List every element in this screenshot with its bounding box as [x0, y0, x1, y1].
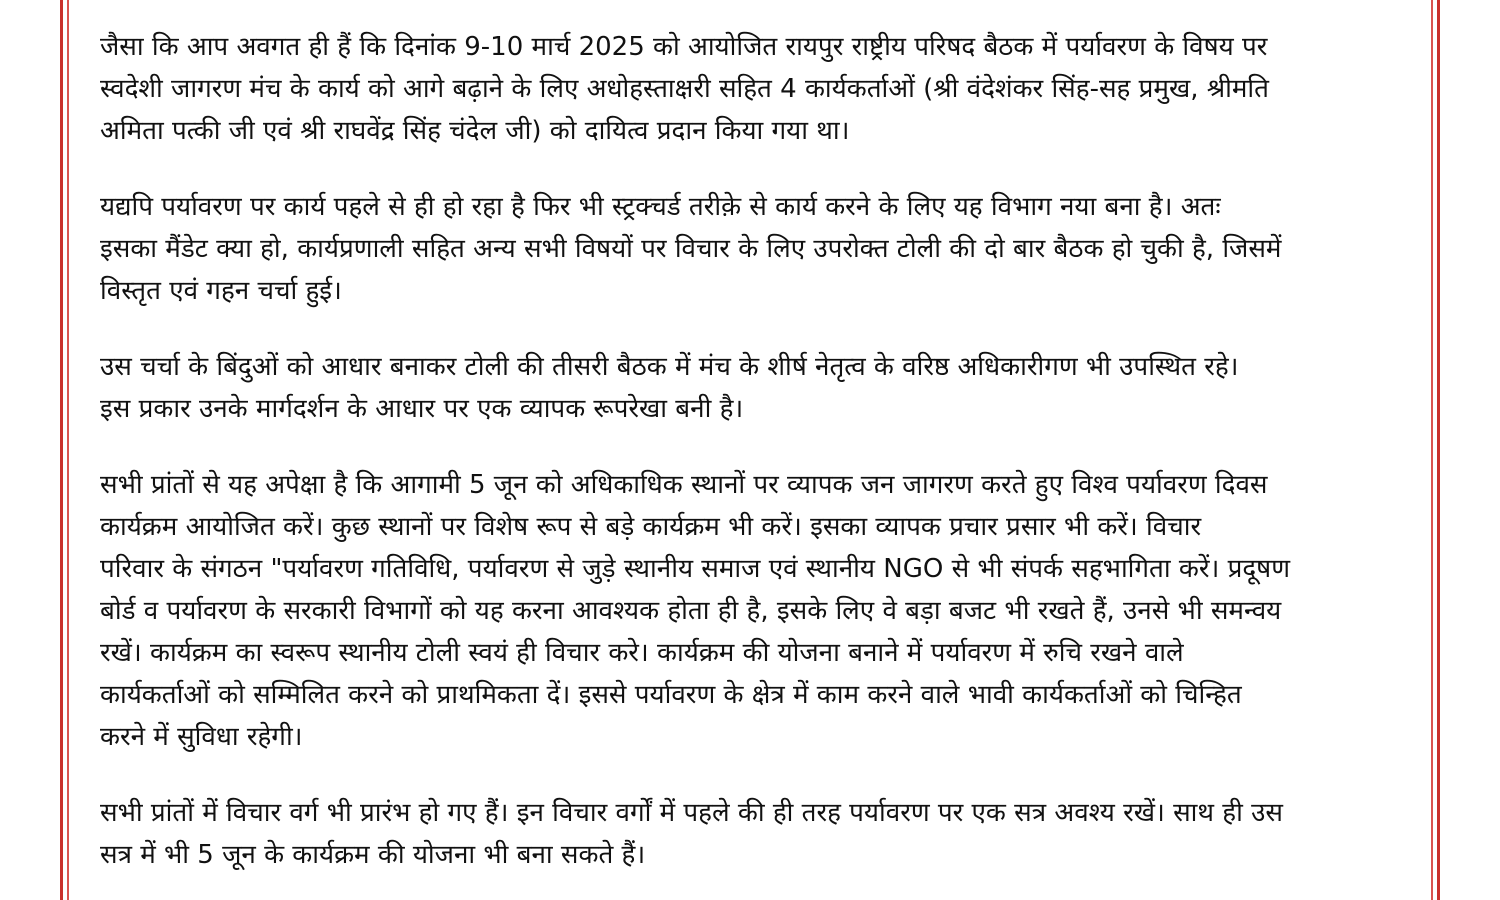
paragraph-vibhag	[100, 186, 1395, 312]
letter-body	[100, 26, 1395, 900]
text-line: बोर्ड व पर्यावरण के सरकारी विभागों को यह करना आवश्यक होता ही है, इसके लिए वे बड़ा बजट भी रखते हैं, उनसे भी समन्वय	[100, 596, 1282, 626]
right-border-outer	[1437, 0, 1440, 900]
text-line: जैसा कि आप अवगत ही हैं कि दिनांक 9-10 मार्च 2025 को आयोजित रायपुर राष्ट्रीय परिषद बैठक में पर्यावरण के विषय पर	[100, 32, 1268, 62]
paragraph-dayitva	[100, 26, 1395, 152]
text-line: रखें। कार्यक्रम का स्वरूप स्थानीय टोली स्वयं ही विचार करे। कार्यक्रम की योजना बनाने में पर्यावरण में रुचि रखने वाले	[100, 638, 1184, 668]
left-border-outer	[60, 0, 63, 900]
text-line: अमिता पत्की जी एवं श्री राघवेंद्र सिंह चंदेल जी) को दायित्व प्रदान किया गया था।	[100, 116, 850, 146]
text-line: सत्र में भी 5 जून के कार्यक्रम की योजना भी बना सकते हैं।	[100, 840, 646, 870]
left-border-inner	[67, 0, 69, 900]
text-line: कार्यक्रम आयोजित करें। कुछ स्थानों पर विशेष रूप से बड़े कार्यक्रम भी करें। इसका व्यापक प्रचार प्रसार भी करें। विचार	[100, 512, 1202, 542]
text-line: उस चर्चा के बिंदुओं को आधार बनाकर टोली की तीसरी बैठक में मंच के शीर्ष नेतृत्व के वरिष्ठ अधिकारीगण भी उपस्थित रहे।	[100, 352, 1239, 382]
paragraph-roopresha	[100, 346, 1395, 430]
text-line: सभी प्रांतों में विचार वर्ग भी प्रारंभ हो गए हैं। इन विचार वर्गों में पहले की ही तरह पर्यावरण पर एक सत्र अवश्य रखें। साथ ही उस	[100, 798, 1283, 828]
paragraph-vichar-varg	[100, 792, 1395, 876]
right-border-inner	[1431, 0, 1433, 900]
text-line: करने में सुविधा रहेगी।	[100, 722, 303, 752]
text-line: सभी प्रांतों से यह अपेक्षा है कि आगामी 5 जून को अधिकाधिक स्थानों पर व्यापक जन जागरण करते हुए विश्व पर्यावरण दिवस	[100, 470, 1268, 500]
text-line: परिवार के संगठन "पर्यावरण गतिविधि, पर्यावरण से जुड़े स्थानीय समाज एवं स्थानीय NGO से भी संपर्क सहभागिता करें। प्रदूषण	[100, 554, 1291, 584]
text-line: कार्यकर्ताओं को सम्मिलित करने को प्राथमिकता दें। इससे पर्यावरण के क्षेत्र में काम करने वाले भावी कार्यकर्ताओं को चिन्हित	[100, 680, 1242, 710]
text-line: स्वदेशी जागरण मंच के कार्य को आगे बढ़ाने के लिए अधोहस्ताक्षरी सहित 4 कार्यकर्ताओं (श्री वंदेशंकर सिंह-सह प्रमुख, श्रीमति	[100, 74, 1269, 104]
text-line: इस प्रकार उनके मार्गदर्शन के आधार पर एक व्यापक रूपरेखा बनी है।	[100, 394, 744, 424]
text-line: यद्यपि पर्यावरण पर कार्य पहले से ही हो रहा है फिर भी स्ट्रक्चर्ड तरीक़े से कार्य करने के लिए यह विभाग नया बना है। अतः	[100, 192, 1221, 222]
paragraph-paryavaran-diwas	[100, 464, 1395, 758]
text-line: इसका मैंडेट क्या हो, कार्यप्रणाली सहित अन्य सभी विषयों पर विचार के लिए उपरोक्त टोली की दो बार बैठक हो चुकी है, जिसमें	[100, 234, 1282, 264]
text-line: विस्तृत एवं गहन चर्चा हुई।	[100, 276, 342, 306]
